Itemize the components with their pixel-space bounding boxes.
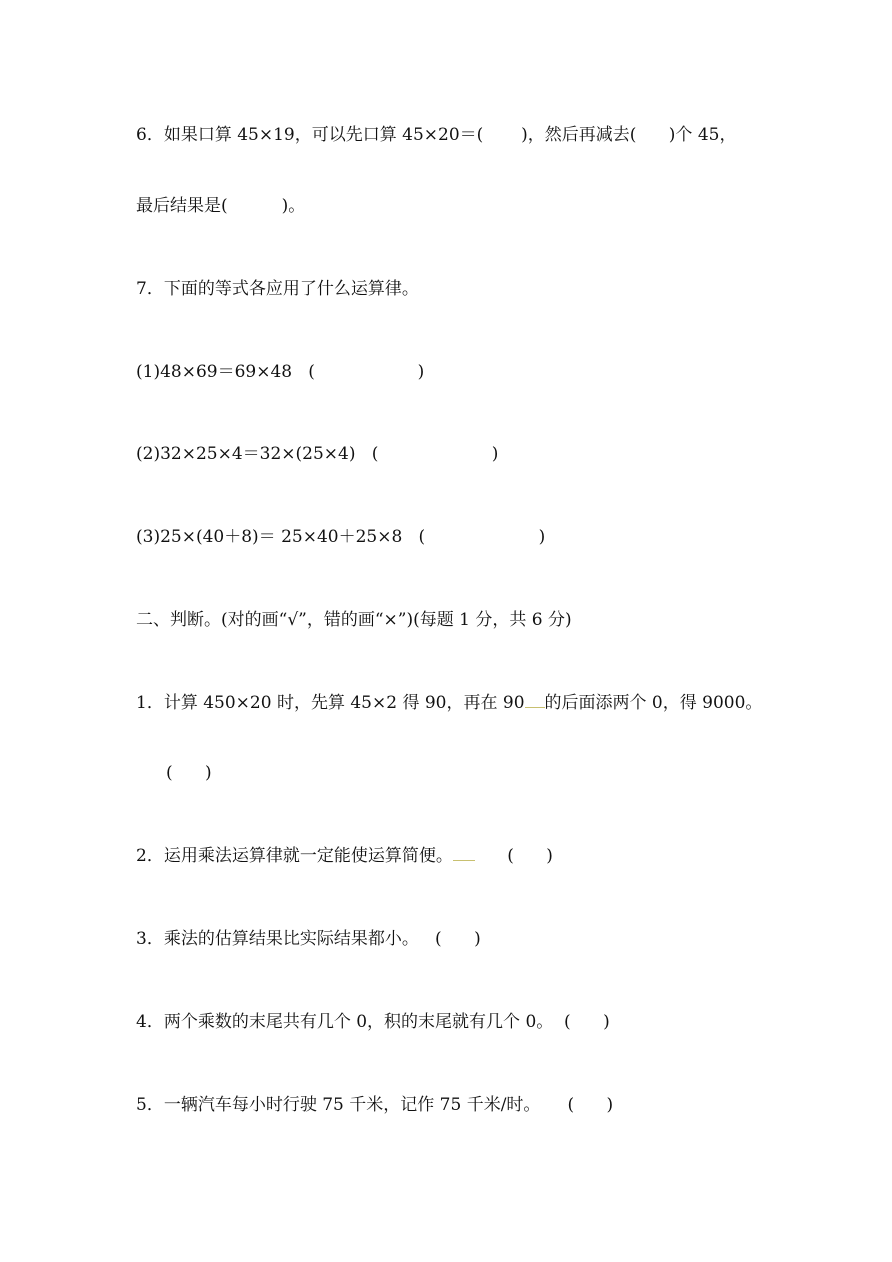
question-7-item-2: (2)32×25×4＝32×(25×4) ( ) xyxy=(136,444,499,464)
question-6-line-1: 6．如果口算 45×19，可以先口算 45×20＝( )，然后再减去( )个 45， xyxy=(136,125,737,145)
judge-item-4: 4．两个乘数的末尾共有几个 0，积的末尾就有几个 0。 ( ) xyxy=(136,1012,610,1032)
judge-item-2-suffix: ( ) xyxy=(474,846,553,866)
judge-item-3: 3．乘法的估算结果比实际结果都小。 ( ) xyxy=(136,929,481,949)
judge-item-1 xyxy=(136,691,762,715)
judge-item-1-suffix: 的后面添两个 0，得 9000。 xyxy=(544,693,763,713)
underline-mark xyxy=(525,693,545,708)
judge-item-1-answer: ( ) xyxy=(166,763,212,783)
judge-item-5: 5．一辆汽车每小时行驶 75 千米，记作 75 千米/时。 ( ) xyxy=(136,1095,614,1115)
question-7-item-1: (1)48×69＝69×48 ( ) xyxy=(136,362,425,382)
judge-item-2-prefix: 2．运用乘法运算律就一定能使运算简便。 xyxy=(136,846,453,866)
question-7-item-3: (3)25×(40＋8)＝ 25×40＋25×8 ( ) xyxy=(136,527,546,547)
section-2-heading: 二、判断。(对的画“√”，错的画“×”)(每题 1 分，共 6 分) xyxy=(136,610,572,630)
question-7-title: 7．下面的等式各应用了什么运算律。 xyxy=(136,279,419,299)
judge-item-1-prefix: 1．计算 450×20 时，先算 45×2 得 90，再在 90 xyxy=(136,693,525,713)
judge-item-2 xyxy=(136,844,553,868)
underline-mark xyxy=(453,846,475,861)
question-6-line-2: 最后结果是( )。 xyxy=(136,196,306,216)
